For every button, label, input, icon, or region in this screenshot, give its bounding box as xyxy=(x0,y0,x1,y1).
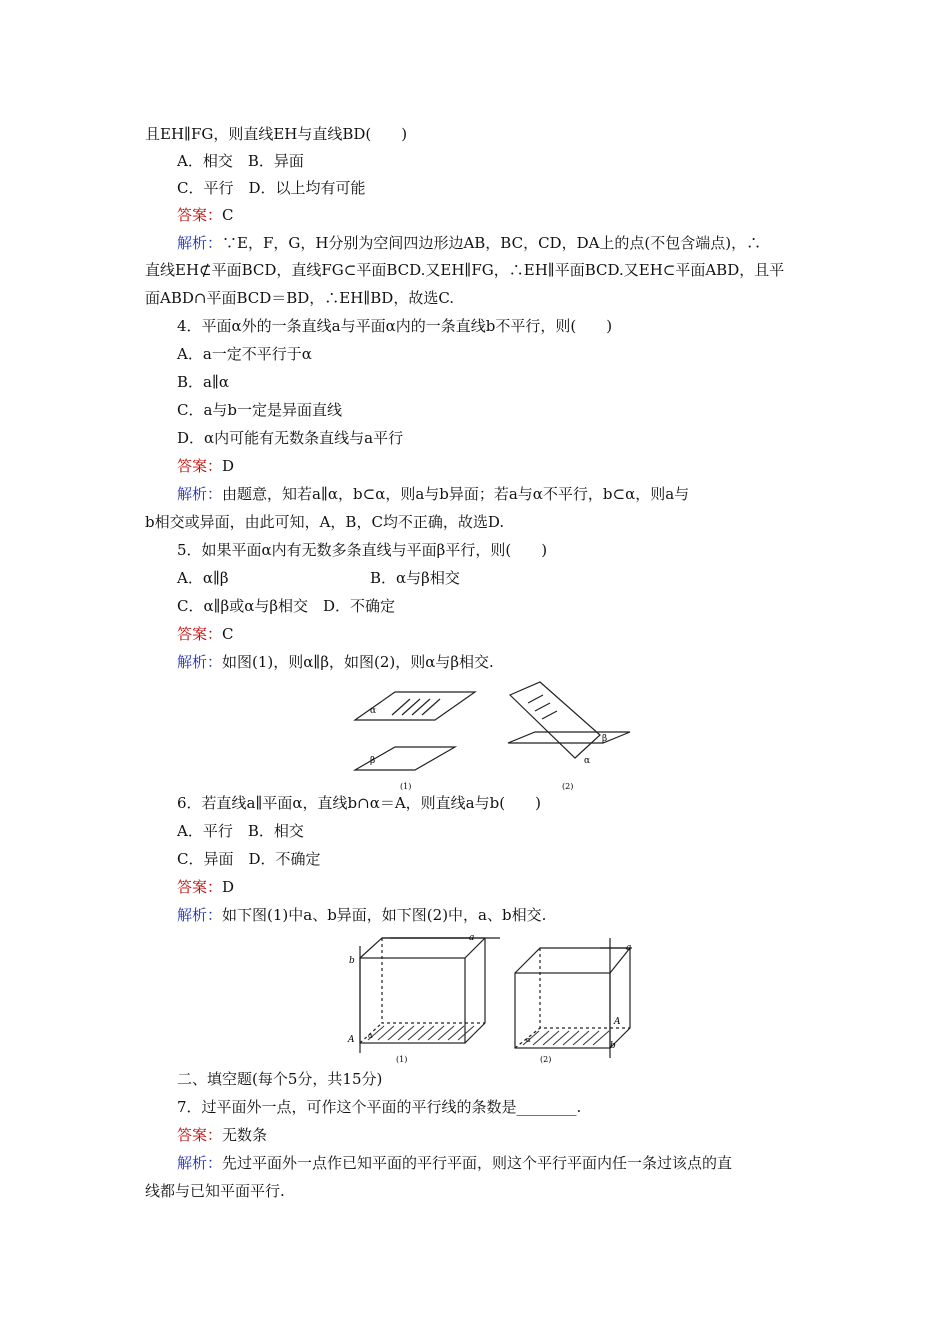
label-beta: β xyxy=(370,756,376,766)
explanation-text: 如图(1)，则α∥β，如图(2)，则α与β相交. xyxy=(222,653,494,671)
explanation-line xyxy=(177,233,761,253)
question-5: 5．如果平面α内有无数多条直线与平面β平行，则( ) xyxy=(177,541,548,559)
label-A: A xyxy=(614,1017,621,1027)
option-line: A．平行 B．相交 xyxy=(177,822,304,840)
explanation-line xyxy=(177,652,494,672)
option-line: A．a一定不平行于α xyxy=(177,345,312,363)
answer-value: C xyxy=(222,625,234,643)
text-line: b相交或异面，由此可知，A，B，C均不正确，故选D. xyxy=(145,513,505,531)
option-line: D．α内可能有无数条直线与a平行 xyxy=(177,429,404,447)
label-A: A xyxy=(348,1035,355,1045)
explanation-line xyxy=(177,905,546,925)
question-7: 7．过平面外一点，可作这个平面的平行线的条数是________. xyxy=(177,1098,582,1116)
explanation-text: 如下图(1)中a、b异面，如下图(2)中，a、b相交. xyxy=(222,906,547,924)
option-line: C．α∥β或α与β相交 D．不确定 xyxy=(177,597,396,615)
explanation-label: 解析： xyxy=(177,653,223,671)
answer-line xyxy=(177,205,234,225)
explanation-text: 由题意，知若a∥α，b⊂α，则a与b异面；若a与α不平行，b⊂α，则a与 xyxy=(222,485,690,503)
explanation-label: 解析： xyxy=(177,1154,223,1172)
cubes-figure xyxy=(340,928,640,1068)
option-line: C．异面 D．不确定 xyxy=(177,850,321,868)
explanation-label: 解析： xyxy=(177,906,223,924)
answer-line xyxy=(177,877,234,897)
answer-value: C xyxy=(222,206,234,224)
option-line: B．a∥α xyxy=(177,373,230,391)
explanation-line xyxy=(177,484,689,504)
label-a: a xyxy=(469,933,475,943)
answer-value: D xyxy=(222,457,235,475)
section-heading: 二、填空题(每个5分，共15分) xyxy=(177,1070,383,1088)
option-b: B．α与β相交 xyxy=(370,569,460,587)
answer-line xyxy=(177,456,234,476)
option-line: A．相交 B．异面 xyxy=(177,152,304,170)
label-beta: β xyxy=(602,734,608,744)
answer-value: D xyxy=(222,878,235,896)
text-line: 直线EH⊄平面BCD，直线FG⊂平面BCD.又EH∥FG，∴EH∥平面BCD.又EH⊂平面ABD，且平 xyxy=(145,261,785,279)
question-4: 4．平面α外的一条直线a与平面α内的一条直线b不平行，则( ) xyxy=(177,317,613,335)
caption-1: (1) xyxy=(400,782,412,791)
label-alpha: α xyxy=(526,1036,531,1044)
label-b: b xyxy=(349,956,355,966)
answer-line xyxy=(177,1125,267,1145)
text-line: 且EH∥FG，则直线EH与直线BD( ) xyxy=(145,125,408,143)
label-a: a xyxy=(626,943,632,953)
question-6: 6．若直线a∥平面α，直线b∩α＝A，则直线a与b( ) xyxy=(177,794,541,812)
option-line xyxy=(177,568,229,588)
planes-figure xyxy=(340,675,640,795)
label-alpha: α xyxy=(370,706,377,716)
explanation-line xyxy=(177,1153,732,1173)
answer-label: 答案： xyxy=(177,1126,223,1144)
answer-label: 答案： xyxy=(177,625,223,643)
explanation-text: ∵E，F，G，H分别为空间四边形边AB，BC，CD，DA上的点(不包含端点)，∴ xyxy=(222,234,762,252)
text-line: 线都与已知平面平行. xyxy=(145,1182,285,1200)
plane-beta-2 xyxy=(508,732,630,743)
text-line: 面ABD∩平面BCD＝BD，∴EH∥BD，故选C. xyxy=(145,289,455,307)
label-b: b xyxy=(610,1041,616,1051)
answer-value: 无数条 xyxy=(222,1126,268,1144)
explanation-label: 解析： xyxy=(177,485,223,503)
label-alpha: α xyxy=(368,1032,373,1040)
plane-alpha-2 xyxy=(510,682,600,758)
answer-label: 答案： xyxy=(177,457,223,475)
option-line: C．a与b一定是异面直线 xyxy=(177,401,343,419)
caption-1: (1) xyxy=(396,1055,408,1064)
explanation-label: 解析： xyxy=(177,234,223,252)
caption-2: (2) xyxy=(540,1055,552,1064)
option-line: C．平行 D．以上均有可能 xyxy=(177,179,366,197)
explanation-text: 先过平面外一点作已知平面的平行平面，则这个平行平面内任一条过该点的直 xyxy=(222,1154,733,1172)
caption-2: (2) xyxy=(562,782,574,791)
option-a: A．α∥β xyxy=(177,569,229,587)
answer-line xyxy=(177,624,234,644)
answer-label: 答案： xyxy=(177,206,223,224)
answer-label: 答案： xyxy=(177,878,223,896)
label-alpha: α xyxy=(584,756,591,766)
